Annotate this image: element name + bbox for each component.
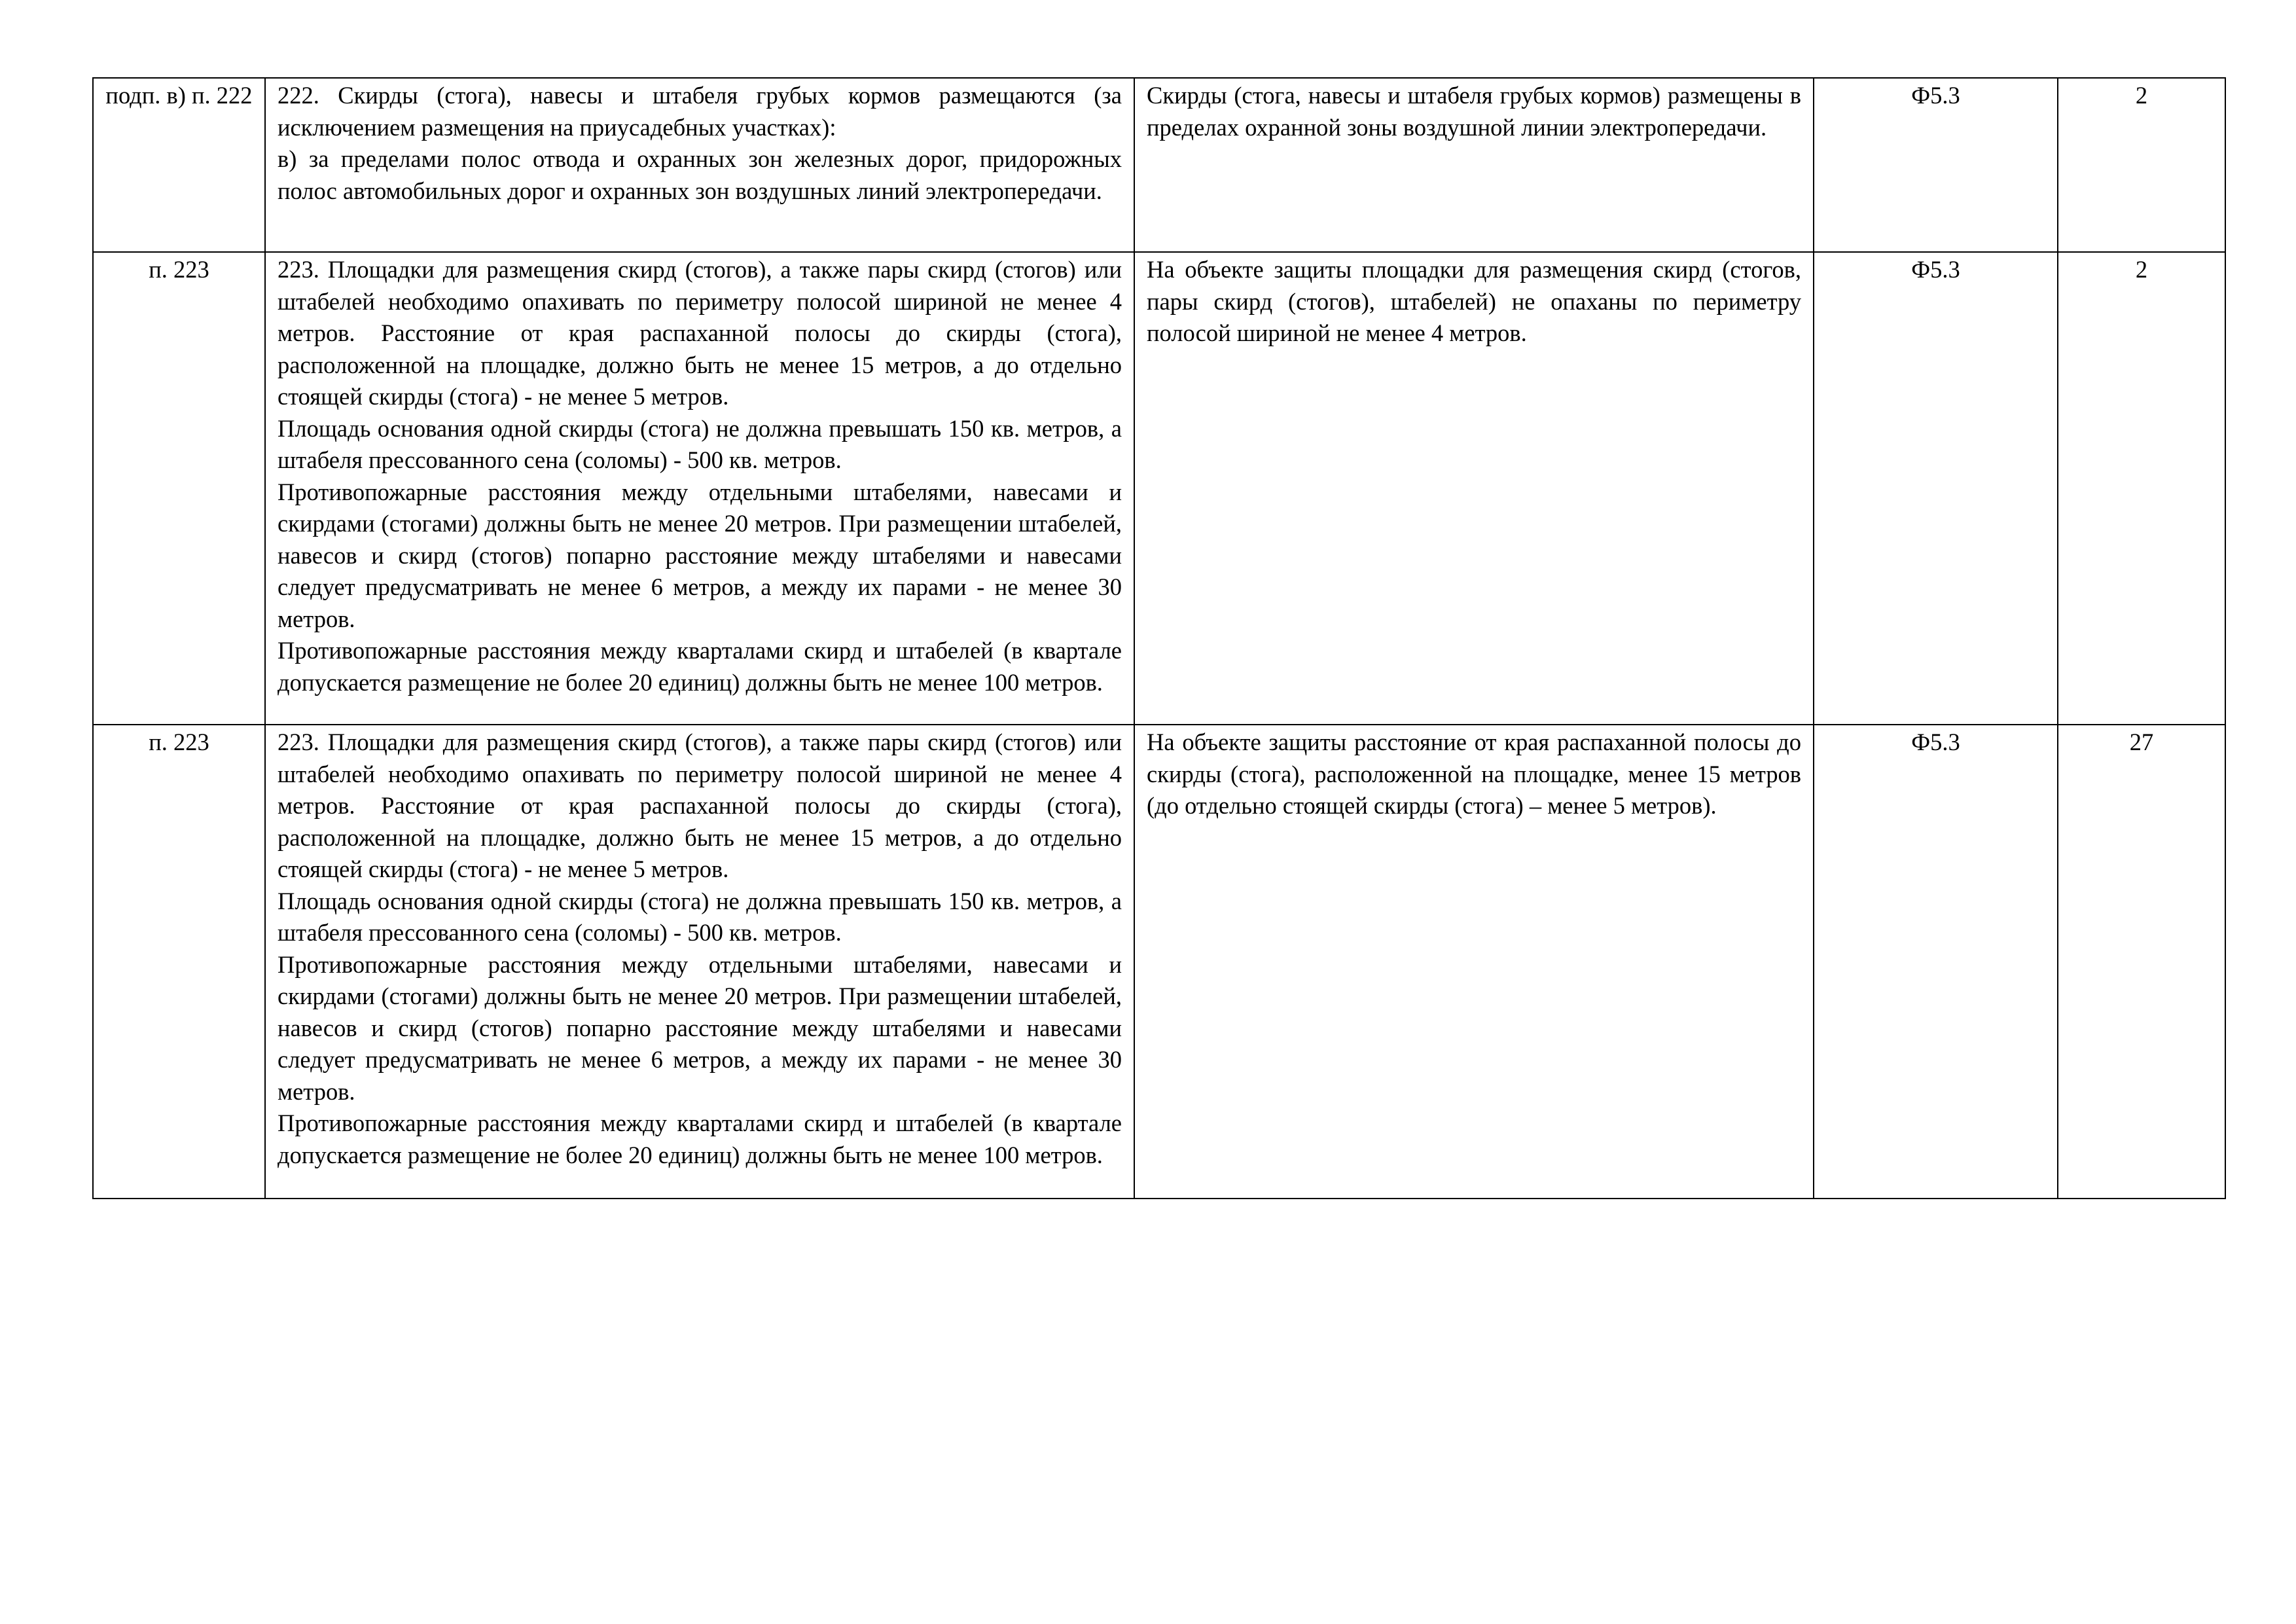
requirement-paragraph: Противопожарные расстояния между кварталами скирд и штабелей (в квартале допускается размещение не более 20 единиц) должны быть не менее 100 метров. (278, 637, 1122, 696)
requirement-cell (265, 725, 1134, 1199)
requirement-paragraph: Противопожарные расстояния между отдельными штабелями, навесами и скирдами (стогами) должны быть не менее 20 метров. При размещении штабелей, навесов и скирд (стогов) попарно расстояние между штабелями и навесами следует предусматривать не менее 6 метров, а между их парами - не менее 30 метров. (278, 478, 1122, 632)
requirements-table (92, 77, 2226, 1199)
requirement-paragraph: 223. Площадки для размещения скирд (стогов), а также пары скирд (стогов) или штабелей необходимо опахивать по периметру полосой шириной не менее 4 метров. Расстояние от края распаханной полосы до скирды (стога), расположенной на площадке, должно быть не менее 15 метров, а до отдельно стоящей скирды (стога) - не менее 5 метров. (278, 256, 1122, 410)
code-cell: Ф5.3 (1814, 78, 2058, 252)
requirement-cell (265, 252, 1134, 725)
requirement-paragraph: Противопожарные расстояния между отдельными штабелями, навесами и скирдами (стогами) должны быть не менее 20 метров. При размещении штабелей, навесов и скирд (стогов) попарно расстояние между штабелями и навесами следует предусматривать не менее 6 метров, а между их парами - не менее 30 метров. (278, 950, 1122, 1105)
number-cell: 27 (2058, 725, 2225, 1199)
number-cell: 2 (2058, 252, 2225, 725)
table-row (93, 78, 2225, 252)
requirement-paragraph: Площадь основания одной скирды (стога) не должна превышать 150 кв. метров, а штабеля прессованного сена (соломы) - 500 кв. метров. (278, 414, 1122, 473)
violation-cell: На объекте защиты расстояние от края распаханной полосы до скирды (стога), расположенной на площадке, менее 15 метров (до отдельно стоящей скирды (стога) – менее 5 метров). (1134, 725, 1814, 1199)
number-cell: 2 (2058, 78, 2225, 252)
requirement-paragraph: в) за пределами полос отвода и охранных зон железных дорог, придорожных полос автомобильных дорог и охранных зон воздушных линий электропередачи. (278, 145, 1122, 204)
requirement-paragraph: 222. Скирды (стога), навесы и штабеля грубых кормов размещаются (за исключением размещения на приусадебных участках): (278, 82, 1122, 141)
violation-cell: На объекте защиты площадки для размещения скирд (стогов, пары скирд (стогов), штабелей) не опаханы по периметру полосой шириной не менее 4 метров. (1134, 252, 1814, 725)
reference-cell: п. 223 (93, 252, 265, 725)
requirement-cell (265, 78, 1134, 252)
reference-cell: подп. в) п. 222 (93, 78, 265, 252)
table-row (93, 725, 2225, 1199)
requirement-paragraph: Площадь основания одной скирды (стога) не должна превышать 150 кв. метров, а штабеля прессованного сена (соломы) - 500 кв. метров. (278, 887, 1122, 946)
violation-cell: Скирды (стога, навесы и штабеля грубых кормов) размещены в пределах охранной зоны воздушной линии электропередачи. (1134, 78, 1814, 252)
code-cell: Ф5.3 (1814, 252, 2058, 725)
requirement-paragraph: 223. Площадки для размещения скирд (стогов), а также пары скирд (стогов) или штабелей необходимо опахивать по периметру полосой шириной не менее 4 метров. Расстояние от края распаханной полосы до скирды (стога), расположенной на площадке, должно быть не менее 15 метров, а до отдельно стоящей скирды (стога) - не менее 5 метров. (278, 729, 1122, 882)
requirement-paragraph: Противопожарные расстояния между кварталами скирд и штабелей (в квартале допускается размещение не более 20 единиц) должны быть не менее 100 метров. (278, 1110, 1122, 1168)
code-cell: Ф5.3 (1814, 725, 2058, 1199)
table-row (93, 252, 2225, 725)
reference-cell: п. 223 (93, 725, 265, 1199)
